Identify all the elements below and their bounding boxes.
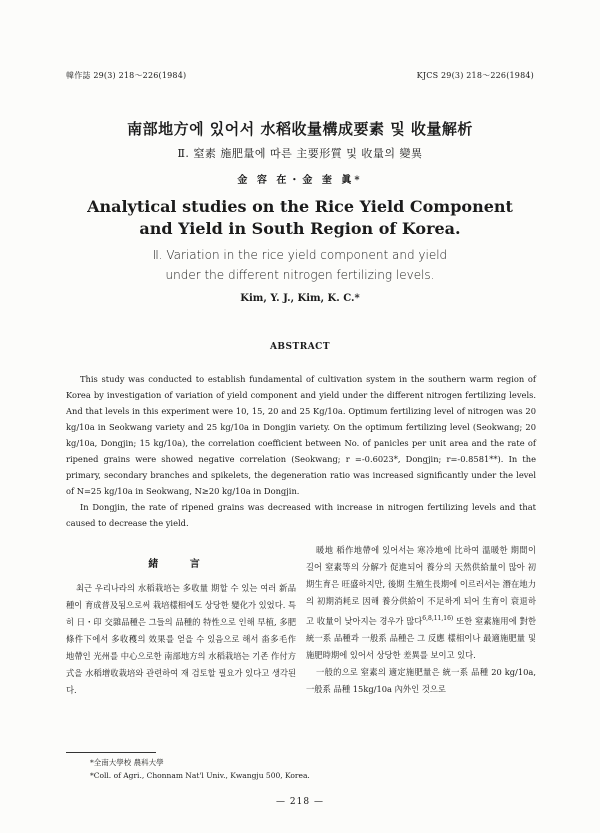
subtitle-english-line1: Ⅱ. Variation in the rice yield component and yield	[152, 248, 448, 262]
authors-korean: 金 容 在・金 奎 眞*	[237, 175, 363, 186]
introduction-right-column	[306, 542, 536, 698]
introduction-paragraph-3: 一般的으로 窒素의 適定施肥量은 統一系 品種 20 kg/10a, 一般系 品種 15kg/10a 內外인 것으로	[306, 666, 536, 694]
title-korean: 南部地方에 있어서 水稻收量構成要素 및 收量解析	[127, 120, 473, 138]
intro-text-cont: 또한 窒素施用에 對한 統一系 品種과 一般系 品種은 그 反應 樣相이나 最適施肥量 및 施肥時期에 있어서 상당한 差異를 보이고 있다.	[306, 615, 536, 660]
intro-text: 暖地 稻作地帶에 있어서는 寒冷地에 比하여 溫暖한 期間이 길어 窒素等의 分解가 促進되어 養分의 天然供給量이 많아 初期生育은 旺盛하지만, 後期 生殖生長期에 이르러서는 潛在地力의 初期消耗로 因해 養分供給이 不足하게 되어 生育이 衰退하고 收量이 낮아지는 경우가 많다	[306, 545, 536, 626]
abstract-paragraph-2: In Dongjin, the rate of ripened grains was decreased with increase in nitrogen fertilizing levels and that caused to decrease the yield.	[66, 502, 536, 528]
abstract-heading: ABSTRACT	[269, 342, 331, 352]
subtitle-korean: Ⅱ. 窒素 施肥量에 따른 主要形質 및 收量의 變異	[177, 147, 423, 160]
introduction-heading: 緒 言	[148, 559, 214, 570]
footnote-divider	[66, 752, 156, 753]
subtitle-english-line2: under the different nitrogen fertilizing levels.	[165, 268, 435, 282]
introduction-paragraph-2	[306, 542, 536, 664]
introduction-paragraph-1: 최근 우리나라의 水稻栽培는 多收量 期할 수 있는 여러 新品種이 育成普及됨으로써 栽培樣相에도 상당한 變化가 있었다. 특히 日・印 交雜品種은 그들의 品種的 特性으로 인해 早植, 多肥條件下에서 多收穫의 效果를 얻을 수 있음으로 해서 畓多毛作地帶인 光州를 中心으로한 南部地方의 水稻栽培는 기존 作付方式을 水稻增收栽培와 관련하여 재 검토할 필요가 있다고 생각된다.	[66, 583, 296, 695]
title-english-line2: and Yield in South Region of Korea.	[139, 219, 461, 238]
footnote-affiliation-en: *Coll. of Agri., Chonnam Nat'l Univ., Kwangju 500, Korea.	[90, 771, 310, 780]
footnote-affiliation-ko: *全南大學校 農科大學	[90, 758, 164, 767]
page-number: — 218 —	[276, 797, 324, 807]
abstract-body	[66, 371, 536, 531]
citation-ref: 6,8,11,16)	[422, 615, 454, 622]
introduction-left-column	[66, 580, 296, 699]
journal-citation-ko: 韓作誌 29(3) 218～226(1984)	[66, 71, 187, 80]
subtitle-english	[40, 245, 560, 285]
journal-citation-en: KJCS 29(3) 218～226(1984)	[416, 71, 534, 80]
title-english-line1: Analytical studies on the Rice Yield Component	[87, 197, 513, 216]
abstract-paragraph-1: This study was conducted to establish fundamental of cultivation system in the southern warm region of Korea by investigation of variation of yield component and yield under the different nitrogen fertilizing levels. And that levels in this experiment were 10, 15, 20 and 25 Kg/10a. Optimum fertilizing level of nitrogen was 20 kg/10a in Seokwang variety and 25 kg/10a in Dongjin variety. On the optimum fertilizing level (Seokwang; 20 kg/10a, Dongjin; 15 kg/10a), the correlation coefficient between No. of panicles per unit area and the rate of ripened grains were showed negative correlation (Seokwang; r =-0.6023*, Dongjin; r=-0.8581**). In the primary, secondary branches and spikelets, the degeneration ratio was increased significantly under the level of N=25 kg/10a in Seokwang, N≥20 kg/10a in Dongjin.	[66, 374, 536, 496]
authors-english: Kim, Y. J., Kim, K. C.*	[240, 293, 360, 304]
title-english	[40, 196, 560, 240]
